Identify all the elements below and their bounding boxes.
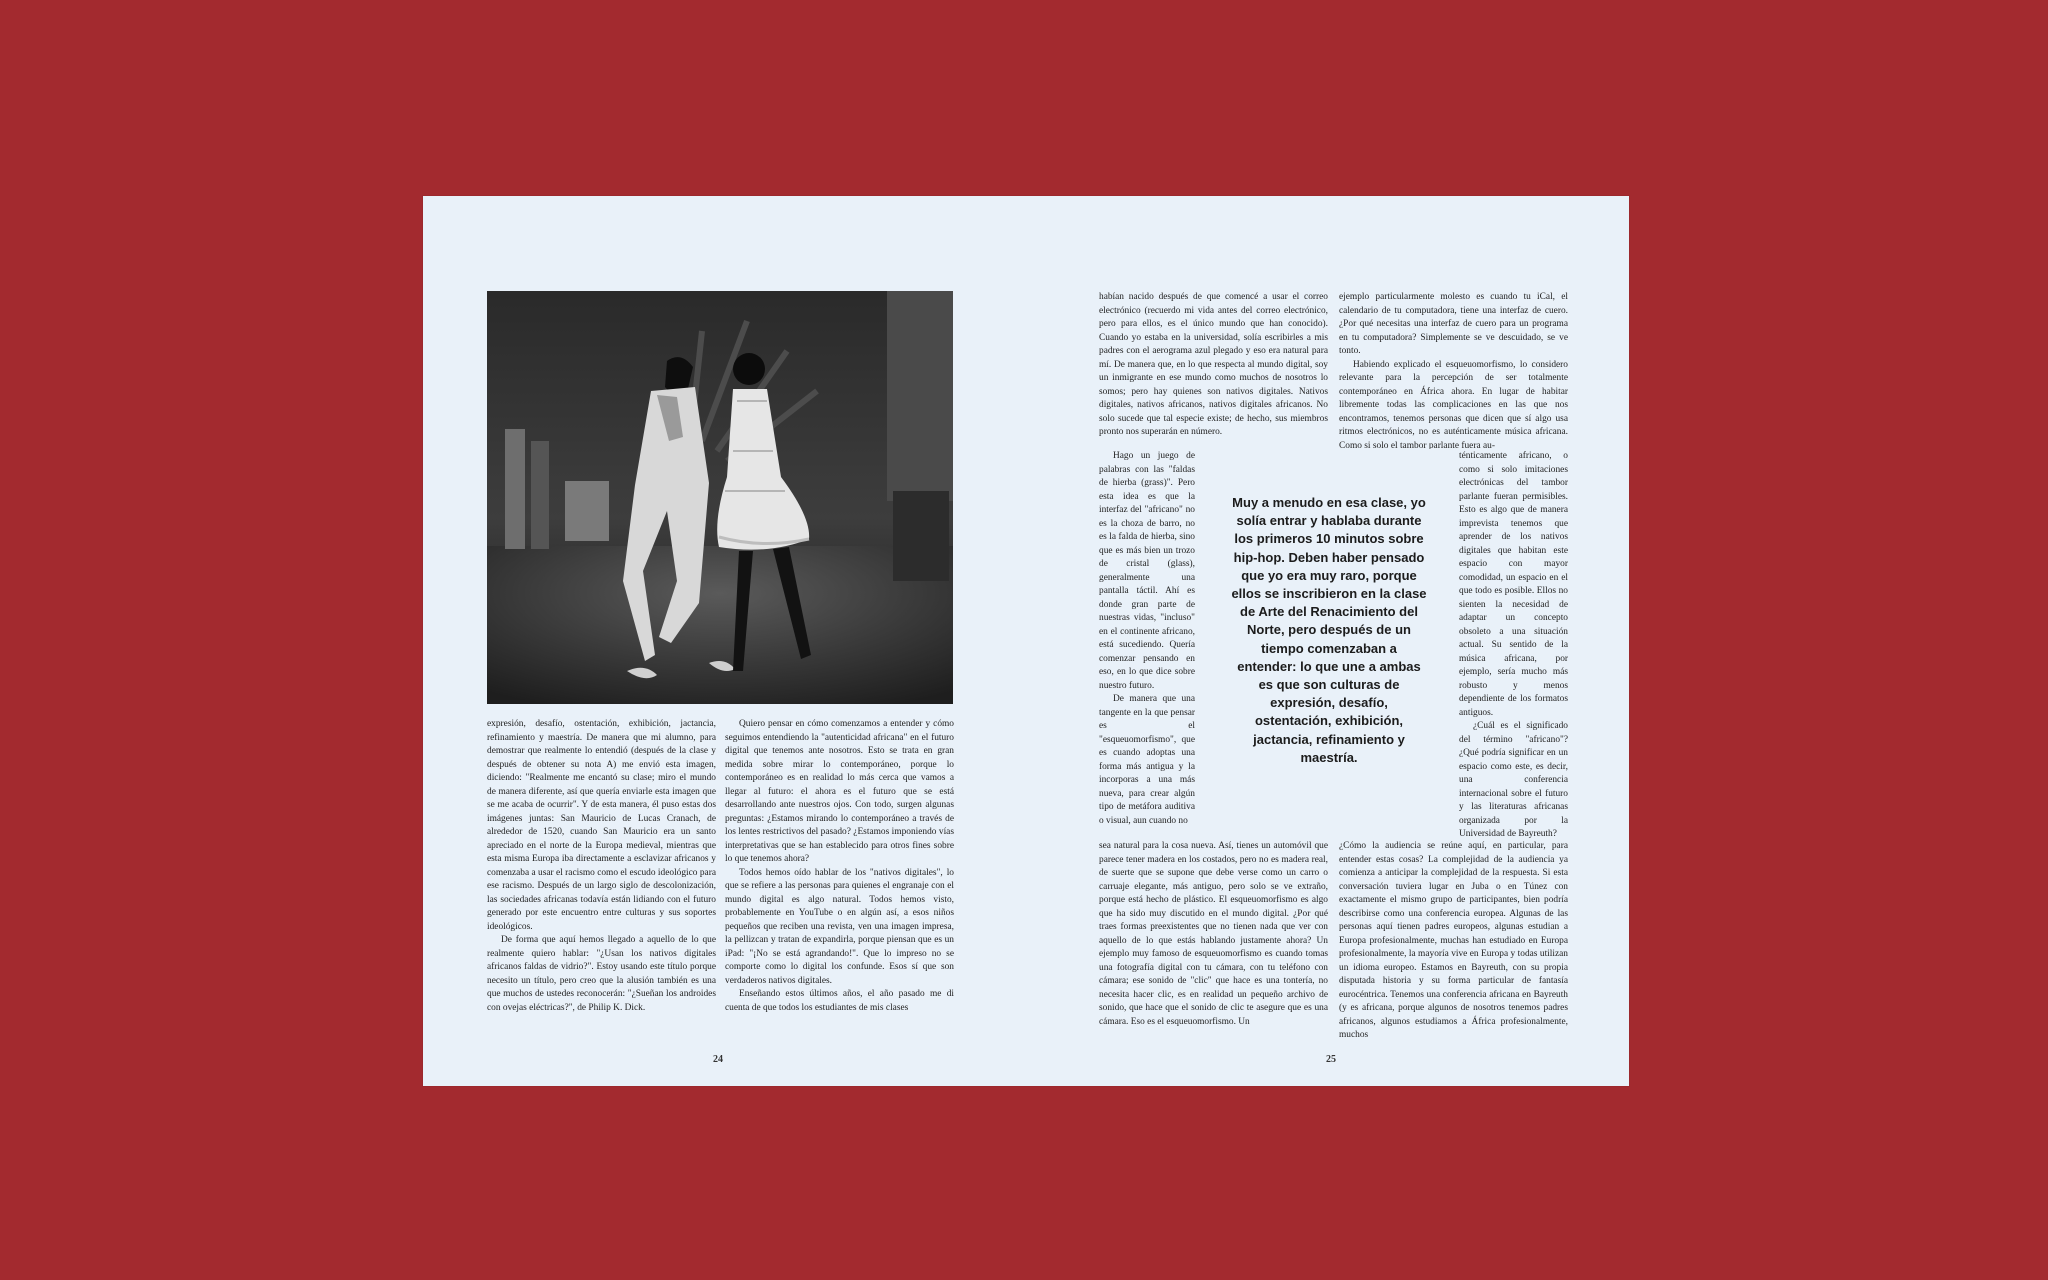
- paragraph: De forma que aquí hemos llegado a aquello de lo que realmente quiero hablar: "¿Usan los nativos digitales africanos faldas de vidrio?". Estoy usando este título porque necesito un título, pero creo que la alusión también es una que muchos de ustedes reconocerán: "¿Sueñan los androides con ovejas eléctricas?", de Philip K. Dick.: [487, 935, 716, 1013]
- paragraph: ténticamente africano, o como si solo imitaciones electrónicas del tambor parlante fueran permisibles. Esto es algo que de manera imprevista tenemos que aprender de los nativos digitales que habitan este espacio con mayor comodidad, un espacio en el que todo es posible. Ellos no sienten la necesidad de adaptar un concepto obsoleto a una situación actual. Su sentido de la música africana, por ejemplo, sería mucho más robusto y menos dependiente de los formatos antiguos.: [1459, 451, 1568, 718]
- left-column-2: [725, 718, 954, 1040]
- right-column-2-top: [1339, 291, 1568, 449]
- dancing-couple-photo: [487, 291, 953, 704]
- right-column-1-top: [1099, 291, 1328, 449]
- pull-quote: Muy a menudo en esa clase, yo solía entrar y hablaba durante los primeros 10 minutos sobre hip-hop. Deben haber pensado que yo era muy raro, porque ellos se inscribieron en la clase de Arte del Renacimiento del Norte, pero después de un tiempo comenzaban a entender: lo que une a ambas es que son culturas de expresión, desafío, ostentación, exhibición, jactancia, refinamiento y maestría.: [1231, 495, 1427, 765]
- paragraph: expresión, desafío, ostentación, exhibición, jactancia, refinamiento y maestría. De manera que mi alumno, para demostrar que realmente lo entendió (después de la clase y después de obtener su nota A) me envió esta imagen, diciendo: "Realmente me encantó su clase; miro el mundo de manera diferente, así que quería enviarle esta imagen que se me acaba de ocurrir". Y de esta manera, él puso estas dos imágenes juntas: San Mauricio de Lucas Cranach, de alrededor de 1520, cuando San Mauricio era un santo apreciado en el norte de la Europa medieval, mientras que esta misma Europa iba directamente a esclavizar africanos y comenzaba a usar el racismo como el escudo ideológico para ese racismo. Después de un largo siglo de descolonización, las sociedades africanas todavía están lidiando con el futuro generado por este encuentro entre culturas y sus soportes ideológicos.: [487, 719, 716, 932]
- paragraph: habían nacido después de que comencé a usar el correo electrónico (recuerdo mi vida antes del correo electrónico, pero para ellos, es el único mundo que han conocido). Cuando yo estaba en la universidad, solía escribirles a mis padres con el aerograma azul plegado y eso era natural para mí. De manera que, en lo que respecta al mundo digital, soy un inmigrante en ese mundo como muchos de nosotros lo somos; pero hay quienes son nativos digitales. Nativos digitales, nativos africanos, nativos digitales africanos. No solo sucede que tal especie existe; de hecho, sus miembros pronto nos superarán en número.: [1099, 292, 1328, 437]
- left-column-1: [487, 718, 716, 1040]
- paragraph: Todos hemos oído hablar de los "nativos digitales", lo que se refiere a las personas para quienes el engranaje con el mundo digital es algo natural. Todos hemos visto, probablemente en YouTube o en algún así, a esos niños pequeños que reciben una revista, ven una imagen impresa, la pellizcan y tratan de expandirla, porque piensan que es un iPad: "¡No se está agrandando!". Que lo impreso no se comporte como lo digital los confunde. Esos sí que son verdaderos nativos digitales.: [725, 867, 954, 986]
- paragraph: sea natural para la cosa nueva. Así, tienes un automóvil que parece tener madera en los costados, pero no es madera real, de suerte que se supone que debe verse como un carro o carruaje elegante, más antiguo, pero solo se ve extraño, porque está hecho de plástico. El esqueuomorfismo es algo que ha sido muy discutido en el mundo digital. ¿Por qué traes formas preexistentes que no tienen nada que ver con aquello de lo que estás hablando justamente ahora? Un ejemplo muy famoso de esqueuomorfismo es cuando tomas una fotografía digital con tu cámara, con tu teléfono con cámara; ese sonido de "clic" que hace es una tontería, no necesita hacer clic, es en realidad un pequeño archivo de sonido, que hace que el sonido de clic te asegure que es una cámara. Eso es el esqueuomorfismo. Un: [1099, 841, 1328, 1027]
- page-number-right: 25: [1326, 1054, 1336, 1065]
- photo-illustration: [487, 291, 953, 704]
- page-number-left: 24: [713, 1054, 723, 1065]
- paragraph: Enseñando estos últimos años, el año pasado me di cuenta de que todos los estudiantes de mis clases: [725, 989, 954, 1013]
- right-column-1-bottom: [1099, 840, 1328, 1040]
- right-column-2-narrow: [1459, 450, 1568, 840]
- paragraph: ejemplo particularmente molesto es cuando tu iCal, el calendario de tu computadora, tiene una interfaz de cuero. ¿Por qué necesitas una interfaz de cuero para un programa en tu computadora? Simplemente se ve descuidado, se ve tonto.: [1339, 292, 1568, 356]
- right-column-1-narrow: [1099, 450, 1195, 840]
- paragraph: Habiendo explicado el esqueuomorfismo, lo considero relevante para la percepción de ser totalmente contemporáneo en África ahora. En lugar de habitar libremente todas las complicaciones en las que nos encontramos, tenemos personas que dicen que sí algo usa ritmos electrónicos, no es auténticamente música africana. Como si solo el tambor parlante fuera au-: [1339, 359, 1568, 449]
- magazine-spread: [423, 196, 1629, 1086]
- paragraph: Hago un juego de palabras con las "faldas de hierba (grass)". Pero esta idea es que la interfaz del "africano" no es la choza de barro, no es la falda de hierba, sino que es más bien un trozo de cristal (glass), generalmente una pantalla táctil. Ahí es donde gran parte de nuestras vidas, "incluso" en el continente africano, está sucediendo. Quería comenzar pensando en eso, en lo que dice sobre nuestro futuro.: [1099, 451, 1195, 691]
- paragraph: Quiero pensar en cómo comenzamos a entender y cómo seguimos entendiendo la "autenticidad africana" en el futuro digital que tenemos ante nosotros. Esto se trata en gran medida sobre mirar lo contemporáneo, porque lo contemporáneo es en realidad lo más cerca que vamos a llegar al futuro: el ahora es el futuro que se está desarrollando ante nuestros ojos. Con todo, surgen algunas preguntas: ¿Estamos mirando lo contemporáneo a través de los lentes restrictivos del pasado? ¿Estamos imponiendo vías interpretativas que se han establecido para otros fines sobre lo que tenemos ahora?: [725, 719, 954, 864]
- paragraph: De manera que una tangente en la que pensar es el "esqueuomorfismo", que es cuando adoptas una forma más antigua y la incorporas a una más nueva, para crear algún tipo de metáfora auditiva o visual, aun cuando no: [1099, 694, 1195, 826]
- right-column-2-bottom: [1339, 840, 1568, 1040]
- paragraph: ¿Cómo la audiencia se reúne aquí, en particular, para entender estas cosas? La complejidad de la audiencia ya comienza a anticipar la complejidad de la respuesta. Si esta conversación tuviera lugar en Juba o en Túnez con exactamente el mismo grupo de participantes, bien podría describirse como una conferencia europea. Algunas de las personas aquí tienen padres europeos, algunas estudian a Europa profesionalmente, muchas han estudiado en Europa profesionalmente, la mayoría vive en Europa y todas utilizan un idioma europeo. Estamos en Bayreuth, con su propia disputada historia y su forma particular de fantasía eurocéntrica. Tenemos una conferencia africana en Bayreuth (y es africana, porque algunos de nosotros tenemos padres africanos, algunos estudiamos a África profesionalmente, muchos: [1339, 841, 1568, 1040]
- paragraph: ¿Cuál es el significado del término "africano"? ¿Qué podría significar en un espacio como este, es decir, una conferencia internacional sobre el futuro y las literaturas africanas organizada por la Universidad de Bayreuth?: [1459, 721, 1568, 839]
